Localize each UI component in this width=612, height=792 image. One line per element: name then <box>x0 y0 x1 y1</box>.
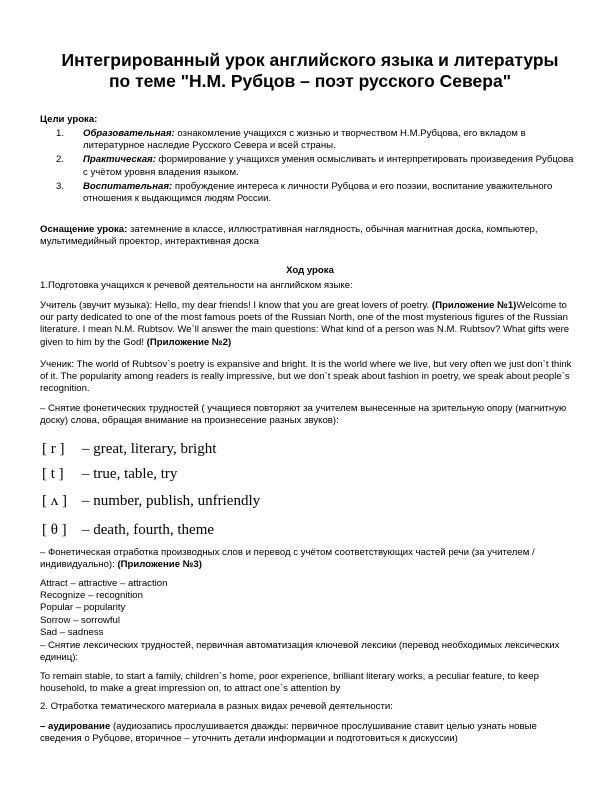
list-item: Popular – popularity <box>40 602 126 614</box>
teacher-text: Welcome to our party dedicated to one of the most famous poets of the Russian North, one of the most mysterious figures of the Russian literature. I mean N.M. Rubtsov. We`ll answer the main questions: What kind of a person was N.M. Rubtsov? What gifts were given to him by the God! <box>40 300 570 348</box>
appendix-ref: (Приложение №2) <box>146 336 232 348</box>
listening-paragraph <box>40 721 580 745</box>
teacher-intro: Учитель (звучит музыка): Hello, my dear friends! I know that you are great lovers of poetry. <box>40 300 432 311</box>
equipment-label: Оснащение урока: <box>40 224 128 235</box>
phonetic-words: – number, publish, unfriendly <box>82 493 261 509</box>
lexical-intro: – Снятие лексических трудностей, первичная автоматизация ключевой лексики (перевод необходимых лексических единиц): <box>40 640 560 664</box>
list-item <box>40 181 580 205</box>
page-title: Интегрированный урок английского языка и литературы по теме "Н.М. Рубцов – поэт русского Севера" <box>61 50 559 91</box>
step-1: 1.Подготовка учащихся к речевой деятельности на английском языке: <box>40 280 353 291</box>
phonetic-symbol: [ θ ] <box>42 522 67 538</box>
equipment-text: затемнение в классе, иллюстративная наглядность, обычная магнитная доска, компьютер, мультимедийный проектор, интерактивная доска <box>40 224 538 248</box>
goals-list <box>40 128 580 207</box>
derivation-list <box>40 578 580 639</box>
list-item: Sorrow – sorrowful <box>40 614 120 626</box>
step-2: 2. Отработка тематического материала в разных видах речевой деятельности: <box>40 701 393 712</box>
phonetic-symbol: [ r ] <box>42 441 65 457</box>
list-item: Attract – attractive – attraction <box>40 578 168 589</box>
course-heading: Ход урока <box>286 265 334 276</box>
list-item: Sad – sadness <box>40 626 104 638</box>
phonetic-symbol: [ ʌ ] <box>42 493 67 509</box>
appendix-ref: (Приложение №1) <box>431 300 517 311</box>
goals-heading: Цели урока: <box>40 114 98 125</box>
list-number: 2. <box>56 154 65 166</box>
phonetic-words: – death, fourth, theme <box>82 522 215 538</box>
equipment-paragraph <box>40 224 580 248</box>
goal-text: формирование у учащихся умения осмысливать и интерпретировать произведения Рубцова с учётом уровня владения языком. <box>83 154 574 178</box>
lexical-phrases: To remain stable, to start a family, children`s home, poor experience, brilliant literary works, a peculiar feature, to keep household, to make a great impression on, to attract one`s attention by <box>40 671 539 695</box>
list-item <box>40 128 580 152</box>
goal-label: Практическая: <box>83 154 156 166</box>
goal-label: Образовательная: <box>83 128 175 139</box>
phonetic-row <box>42 465 177 483</box>
list-item <box>40 154 580 178</box>
goal-text: пробуждение интереса к личности Рубцова и его поэзии, воспитание уважительного отношения к выдающимся людям России. <box>83 180 553 205</box>
goal-label: Воспитательная: <box>83 180 173 192</box>
list-number: 1. <box>56 128 65 139</box>
list-item: Recognize – recognition <box>40 590 143 602</box>
phonetic-symbol: [ t ] <box>42 466 64 482</box>
derivation-intro-text: – Фонетическая отработка производных слов и перевод с учётом соответствующих частей речи (за учителем / индивидуально): <box>40 547 535 571</box>
appendix-ref: (Приложение №3) <box>117 559 202 571</box>
student-paragraph: Ученик: The world of Rubtsov`s poetry is expansive and bright. It is the world where we live, but very often we just don`t think of it. The popularity among readers is really impressive, but we don`t speak about fashion in poetry, we speak about people`s recognition. <box>40 359 572 395</box>
listening-label: – аудирование <box>40 721 111 732</box>
phonetic-row <box>42 440 216 458</box>
teacher-paragraph <box>40 300 580 349</box>
phonetic-intro: – Снятие фонетических трудностей ( учащиеся повторяют за учителем вынесенные на зрительную опору (магнитную доску) слова, обращая внимание на произнесение разных звуков): <box>40 403 567 427</box>
listening-text: (аудиозапись прослушивается дважды: первичное прослушивание ставит целью узнать новые сведения о Рубцове, вторичное – уточнить детали информации и подготовиться к дискуссии) <box>40 721 537 745</box>
list-number: 3. <box>56 180 65 192</box>
goal-text: ознакомление учащихся с жизнью и творчеством Н.М.Рубцова, его вкладом в литературное наследие Русского Севера и всей страны. <box>83 128 526 152</box>
derivation-intro <box>40 547 580 571</box>
phonetic-row <box>42 521 214 539</box>
phonetic-words: – great, literary, bright <box>82 441 217 457</box>
phonetic-row <box>42 492 260 510</box>
phonetic-words: – true, table, try <box>82 466 178 482</box>
